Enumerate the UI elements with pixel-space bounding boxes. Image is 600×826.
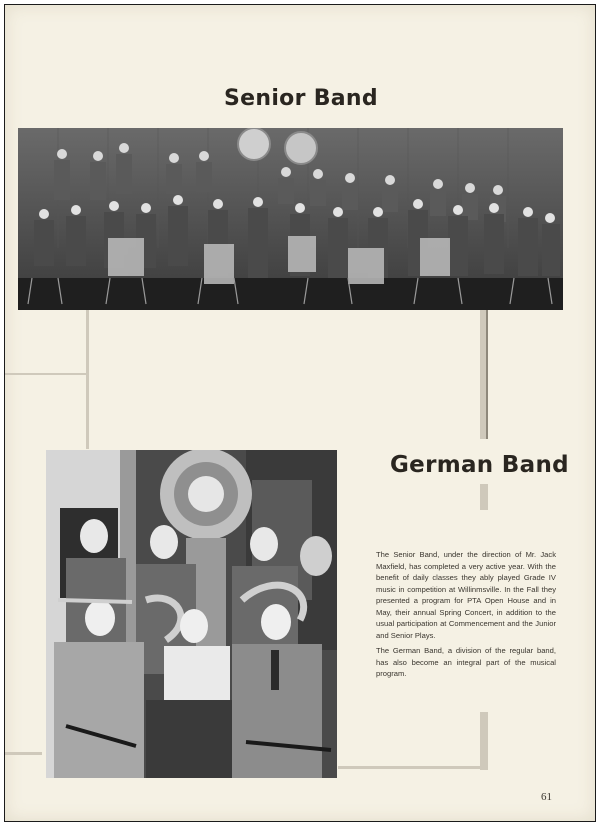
- german-band-heading: German Band: [390, 452, 569, 478]
- divider-bottom-right: [338, 766, 488, 769]
- senior-band-heading: Senior Band: [224, 86, 378, 111]
- senior-band-photo: [18, 128, 563, 310]
- divider-bottom-left: [4, 752, 42, 755]
- page-number: 61: [541, 791, 552, 803]
- divider-bottom-vertical: [480, 712, 488, 770]
- yearbook-page: [4, 4, 596, 822]
- german-band-photo: [46, 450, 337, 778]
- divider-center-vertical-dark: [486, 309, 488, 439]
- band-description: [376, 549, 556, 684]
- caption-paragraph-senior: The Senior Band, under the direction of Mr. Jack Maxfield, has completed a very active year. With the benefit of daily classes they ably played Grade IV music in competition at Willinmsville. In the Fall they presented a program for PTA Open House and in May, their annual Spring Concert, in addition to the usual participation at Commencement and the Junior and Senior Plays.: [376, 550, 556, 640]
- senior-band-photo-image: [18, 128, 563, 310]
- divider-right-marker: [480, 484, 488, 510]
- divider-left-horizontal: [4, 373, 86, 375]
- divider-left-vertical: [86, 309, 89, 449]
- caption-paragraph-german: The German Band, a division of the regular band, has also become an integral part of the musical program.: [376, 646, 556, 678]
- german-band-photo-image: [46, 450, 337, 778]
